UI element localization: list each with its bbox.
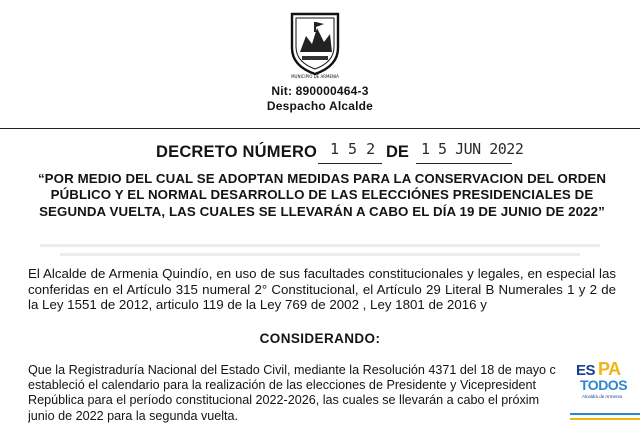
logo-part-es: ES <box>576 362 596 379</box>
considerando-line: Que la Registraduría Nacional del Estado Civil, mediante la Resolución 4371 del 18 de mayo c <box>28 363 556 377</box>
intro-paragraph: El Alcalde de Armenia Quindío, en uso de sus facultades constitucionales y legales, en especial las conferidas en el Artículo 315 numeral 2° Constitucional, el Artículo 29 Literal B Numerales 1 y 2 de la Ley 1551 de 2012, articulo 119 de la Ley 769 de 2002 , Ley 1801 de 2016 y <box>28 266 616 313</box>
nit-number: Nit: 890000464-3 <box>271 84 369 98</box>
faint-line <box>60 253 580 256</box>
office-label: Despacho Alcalde <box>266 99 374 113</box>
decree-de-label: DE <box>386 143 409 161</box>
considerando-paragraph <box>28 363 598 424</box>
municipal-seal-icon <box>286 8 344 80</box>
espa-todos-logo <box>576 358 636 426</box>
logo-part-todos: TODOS <box>580 377 628 393</box>
logo-bar-blue <box>570 413 640 415</box>
considerando-line: estableció el calendario para la realización de las elecciones de Presidente y Vicepresident <box>28 378 537 393</box>
logo-part-pa: PA <box>598 359 621 379</box>
decree-title: “POR MEDIO DEL CUAL SE ADOPTAN MEDIDAS PARA LA CONSERVACION DEL ORDEN PÚBLICO Y EL NORMAL DESARROLLO DE LAS ELECCIÓNES PRESIDENCIALES DE SEGUNDA VUELTA, LAS CUALES SE LLEVARÁN A CABO EL DÍA 19 DE JUNIO DE 2022” <box>37 171 607 219</box>
faint-line <box>40 244 600 247</box>
decree-number: 1 5 2 <box>330 140 376 158</box>
logo-tagline: Alcaldía de Armenia <box>582 394 623 399</box>
logo-bar-yellow <box>570 418 640 420</box>
considerando-heading: CONSIDERANDO: <box>259 331 381 346</box>
header-divider <box>0 128 640 129</box>
decree-date: 1 5 JUN 2022 <box>421 140 524 158</box>
considerando-line: junio de 2022 para la segunda vuelta. <box>28 408 239 423</box>
considerando-line: República para el período constitucional 2022-2026, las cuales se llevarán a cabo el próxim <box>28 393 540 408</box>
decree-label: DECRETO NÚMERO <box>156 143 318 161</box>
seal-caption: MUNICIPIO DE ARMENIA <box>291 74 339 79</box>
